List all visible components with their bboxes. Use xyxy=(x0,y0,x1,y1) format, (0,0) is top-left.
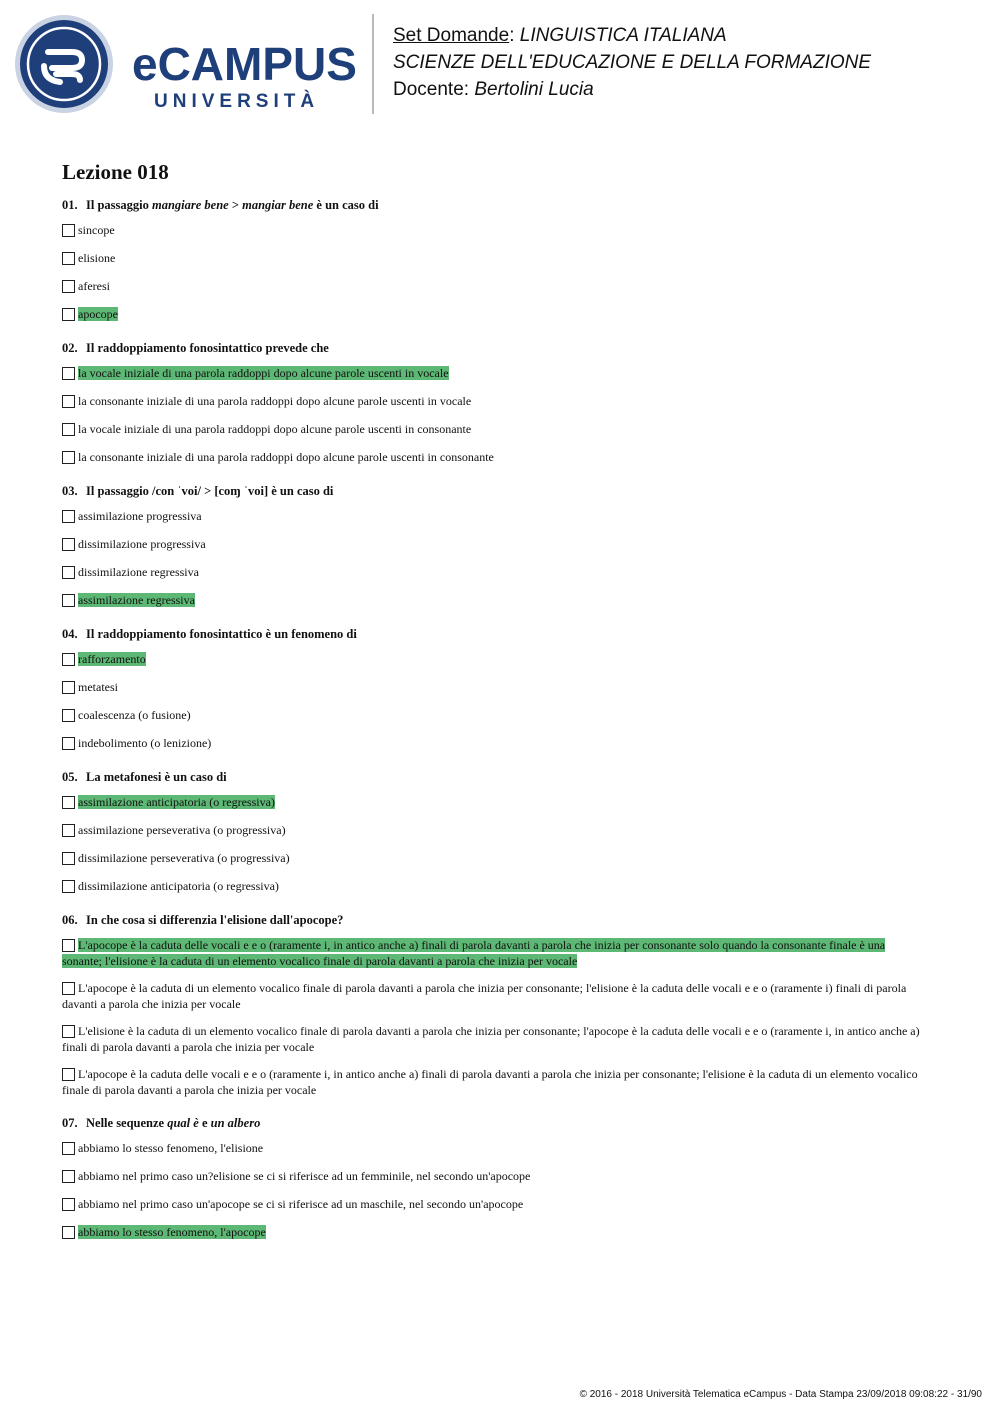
answer-checkbox[interactable] xyxy=(62,510,75,523)
question-title xyxy=(62,769,922,785)
question-block xyxy=(62,912,922,1098)
answer-checkbox[interactable] xyxy=(62,367,75,380)
answer-text: coalescenza (o fusione) xyxy=(78,708,191,722)
course-name: LINGUISTICA ITALIANA xyxy=(519,25,727,46)
answer-checkbox[interactable] xyxy=(62,451,75,464)
question-block xyxy=(62,1115,922,1241)
question-number: 07. xyxy=(62,1116,78,1130)
answer-option[interactable] xyxy=(62,1225,922,1241)
page-footer: © 2016 - 2018 Università Telematica eCampus - Data Stampa 23/09/2018 09:08:22 - 31/90 xyxy=(579,1389,982,1400)
answer-option[interactable] xyxy=(62,938,922,969)
course-line: Set Domande: LINGUISTICA ITALIANA xyxy=(393,25,727,46)
question-text: e xyxy=(198,1116,211,1130)
answer-option[interactable] xyxy=(62,1024,922,1055)
answer-option[interactable] xyxy=(62,450,922,466)
answer-checkbox[interactable] xyxy=(62,1142,75,1155)
answer-text: la consonante iniziale di una parola raddoppi dopo alcune parole uscenti in consonante xyxy=(78,450,494,464)
question-block xyxy=(62,483,922,609)
question-block xyxy=(62,197,922,323)
answer-text: L'apocope è la caduta delle vocali e e o (raramente i, in antico anche a) finali di parola davanti a parola che inizia per consonante; l'elisione è la caduta di un elemento vocalico finale di parola davanti a parola che inizia per vocale xyxy=(62,1067,918,1097)
answer-text: L'apocope è la caduta di un elemento vocalico finale di parola davanti a parola che inizia per consonante; l'elisione è la caduta delle vocali e e o (raramente i) finali di parola davanti a parola che inizia per vocale xyxy=(62,981,907,1011)
answer-checkbox[interactable] xyxy=(62,594,75,607)
answer-option[interactable] xyxy=(62,1067,922,1098)
answer-text: abbiamo lo stesso fenomeno, l'elisione xyxy=(78,1141,264,1155)
teacher-label: Docente: xyxy=(393,79,470,100)
answer-option[interactable] xyxy=(62,680,922,696)
ecampus-logo xyxy=(14,14,359,114)
answer-option[interactable] xyxy=(62,736,922,752)
teacher-name: Bertolini Lucia xyxy=(474,79,594,100)
answer-checkbox[interactable] xyxy=(62,1068,75,1081)
answer-option[interactable] xyxy=(62,422,922,438)
answer-checkbox[interactable] xyxy=(62,982,75,995)
question-text: Il raddoppiamento fonosintattico è un fenomeno di xyxy=(86,627,357,641)
answer-text: abbiamo nel primo caso un?elisione se ci si riferisce ad un femminile, nel secondo un'apocope xyxy=(78,1169,531,1183)
answer-text: metatesi xyxy=(78,680,118,694)
answer-option[interactable] xyxy=(62,851,922,867)
answer-checkbox[interactable] xyxy=(62,737,75,750)
question-text: > xyxy=(228,198,243,212)
answer-option[interactable] xyxy=(62,366,922,382)
answer-text: indebolimento (o lenizione) xyxy=(78,736,212,750)
question-title xyxy=(62,912,922,928)
answer-option[interactable] xyxy=(62,394,922,410)
question-number: 02. xyxy=(62,341,78,355)
answer-checkbox[interactable] xyxy=(62,852,75,865)
answer-checkbox[interactable] xyxy=(62,681,75,694)
question-text: Il passaggio xyxy=(86,198,152,212)
question-title xyxy=(62,483,922,499)
correct-answer-text: assimilazione regressiva xyxy=(78,593,195,607)
question-text: Nelle sequenze xyxy=(86,1116,168,1130)
program-name: SCIENZE DELL'EDUCAZIONE E DELLA FORMAZIONE xyxy=(393,52,872,73)
answer-text: assimilazione perseverativa (o progressiva) xyxy=(78,823,286,837)
question-title xyxy=(62,340,922,356)
question-block xyxy=(62,626,922,752)
correct-answer-text: apocope xyxy=(78,307,118,321)
question-text: Il passaggio /con ˈvoi/ > [coɱ ˈvoi] è un caso di xyxy=(86,484,334,498)
question-block xyxy=(62,340,922,466)
question-block xyxy=(62,769,922,895)
answer-text: sincope xyxy=(78,223,115,237)
question-text-italic: mangiar bene xyxy=(242,198,314,212)
answer-text: elisione xyxy=(78,251,116,265)
logo-brand-text: eCAMPUS xyxy=(132,38,357,90)
correct-answer-text: abbiamo lo stesso fenomeno, l'apocope xyxy=(78,1225,266,1239)
answer-checkbox[interactable] xyxy=(62,824,75,837)
question-list xyxy=(62,197,922,1258)
answer-option[interactable] xyxy=(62,1141,922,1157)
question-number: 01. xyxy=(62,198,78,212)
logo-sub-text: UNIVERSITÀ xyxy=(154,91,320,112)
answer-text: dissimilazione progressiva xyxy=(78,537,206,551)
answer-option[interactable] xyxy=(62,223,922,239)
answer-option[interactable] xyxy=(62,251,922,267)
answer-option[interactable] xyxy=(62,795,922,811)
answer-checkbox[interactable] xyxy=(62,709,75,722)
question-number: 06. xyxy=(62,913,78,927)
answer-checkbox[interactable] xyxy=(62,280,75,293)
question-text-italic: qual è xyxy=(167,1116,199,1130)
question-number: 03. xyxy=(62,484,78,498)
answer-checkbox[interactable] xyxy=(62,224,75,237)
answer-checkbox[interactable] xyxy=(62,1170,75,1183)
answer-checkbox[interactable] xyxy=(62,395,75,408)
question-title xyxy=(62,1115,922,1131)
answer-option[interactable] xyxy=(62,1197,922,1213)
lesson-title: Lezione 018 xyxy=(62,160,169,184)
question-title xyxy=(62,197,922,213)
correct-answer-text: la vocale iniziale di una parola raddoppi dopo alcune parole uscenti in vocale xyxy=(78,366,449,380)
answer-option[interactable] xyxy=(62,879,922,895)
correct-answer-text: assimilazione anticipatoria (o regressiva) xyxy=(78,795,275,809)
answer-option[interactable] xyxy=(62,823,922,839)
answer-option[interactable] xyxy=(62,279,922,295)
question-number: 04. xyxy=(62,627,78,641)
question-number: 05. xyxy=(62,770,78,784)
answer-checkbox[interactable] xyxy=(62,939,75,952)
answer-text: abbiamo nel primo caso un'apocope se ci si riferisce ad un maschile, nel secondo un'apocope xyxy=(78,1197,524,1211)
answer-option[interactable] xyxy=(62,509,922,525)
answer-checkbox[interactable] xyxy=(62,796,75,809)
answer-option[interactable] xyxy=(62,565,922,581)
set-label: Set Domande xyxy=(393,25,510,46)
question-text-italic: mangiare bene xyxy=(152,198,229,212)
answer-checkbox[interactable] xyxy=(62,1198,75,1211)
answer-option[interactable] xyxy=(62,537,922,553)
answer-checkbox[interactable] xyxy=(62,308,75,321)
correct-answer-text: L'apocope è la caduta delle vocali e e o (raramente i, in antico anche a) finali di parola davanti a parola che inizia per consonante solo quando la consonante finale è una sonante; l'elisione è la caduta di un elemento vocalico finale di parola davanti a parola che inizia per vocale xyxy=(62,938,886,968)
answer-option[interactable] xyxy=(62,593,922,609)
answer-checkbox[interactable] xyxy=(62,653,75,666)
answer-text: la consonante iniziale di una parola raddoppi dopo alcune parole uscenti in vocale xyxy=(78,394,472,408)
answer-checkbox[interactable] xyxy=(62,538,75,551)
question-text: è un caso di xyxy=(313,198,379,212)
answer-text: assimilazione progressiva xyxy=(78,509,202,523)
question-text: In che cosa si differenzia l'elisione dall'apocope? xyxy=(86,913,344,927)
answer-option[interactable] xyxy=(62,1169,922,1185)
answer-option[interactable] xyxy=(62,708,922,724)
course-info xyxy=(393,22,871,103)
teacher-line xyxy=(393,76,871,103)
question-title xyxy=(62,626,922,642)
answer-checkbox[interactable] xyxy=(62,880,75,893)
answer-checkbox[interactable] xyxy=(62,252,75,265)
answer-checkbox[interactable] xyxy=(62,423,75,436)
answer-checkbox[interactable] xyxy=(62,1025,75,1038)
answer-option[interactable] xyxy=(62,652,922,668)
answer-checkbox[interactable] xyxy=(62,566,75,579)
answer-text: dissimilazione regressiva xyxy=(78,565,199,579)
question-text: La metafonesi è un caso di xyxy=(86,770,227,784)
answer-text: L'elisione è la caduta di un elemento vocalico finale di parola davanti a parola che inizia per consonante; l'apocope è la caduta delle vocali e e o (raramente i, in antico anche a) finali di parola davanti a parola che inizia per vocale xyxy=(62,1024,920,1054)
answer-option[interactable] xyxy=(62,981,922,1012)
question-text: Il raddoppiamento fonosintattico prevede che xyxy=(86,341,329,355)
answer-text: aferesi xyxy=(78,279,110,293)
answer-option[interactable] xyxy=(62,307,922,323)
answer-text: la vocale iniziale di una parola raddoppi dopo alcune parole uscenti in consonante xyxy=(78,422,472,436)
answer-text: dissimilazione anticipatoria (o regressiva) xyxy=(78,879,279,893)
question-text-italic: un albero xyxy=(210,1116,261,1130)
answer-checkbox[interactable] xyxy=(62,1226,75,1239)
correct-answer-text: rafforzamento xyxy=(78,652,146,666)
page-header xyxy=(0,0,1000,130)
answer-text: dissimilazione perseverativa (o progressiva) xyxy=(78,851,290,865)
header-divider xyxy=(372,14,374,114)
